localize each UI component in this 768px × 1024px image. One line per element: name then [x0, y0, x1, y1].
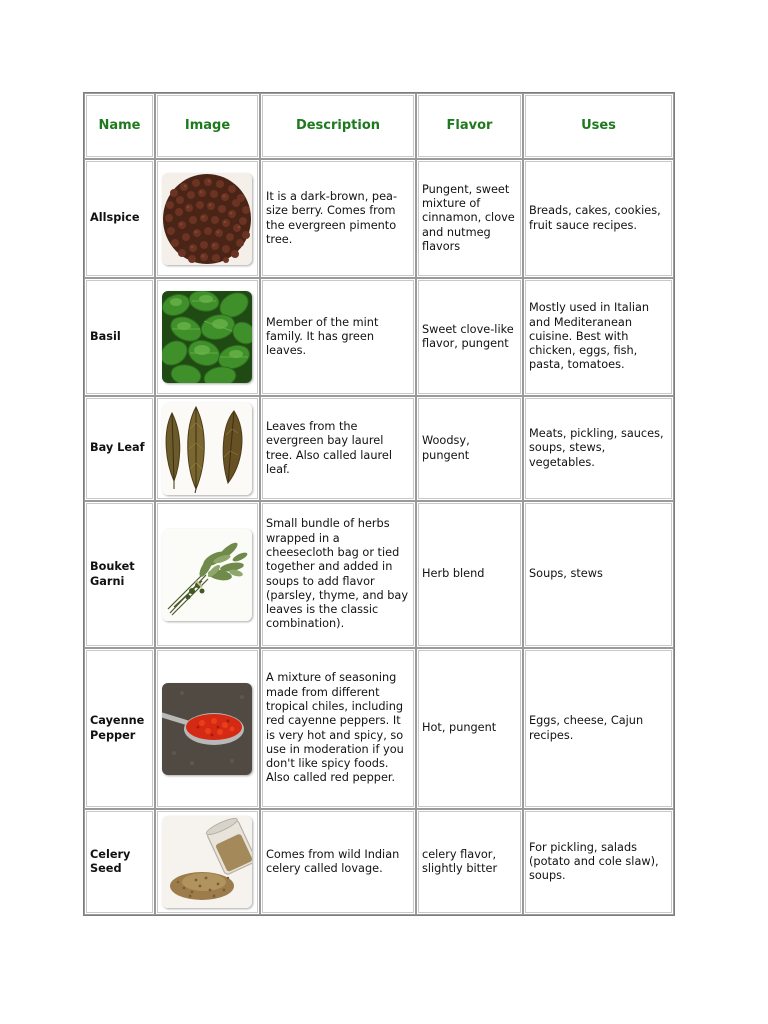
spice-description: Comes from wild Indian celery called lovage.: [260, 809, 416, 915]
herb-bundle-icon: [162, 529, 252, 621]
spice-flavor: Herb blend: [416, 501, 523, 648]
spice-name: Cayenne Pepper: [84, 648, 155, 809]
spice-uses: For pickling, salads (potato and cole slaw), soups.: [523, 809, 674, 915]
spice-uses: Meats, pickling, sauces, soups, stews, vegetables.: [523, 396, 674, 501]
spice-flavor: Hot, pungent: [416, 648, 523, 809]
table-row: [84, 809, 674, 915]
spice-flavor: celery flavor, slightly bitter: [416, 809, 523, 915]
spice-description: Leaves from the evergreen bay laurel tree. Also called laurel leaf.: [260, 396, 416, 501]
header-name: Name: [84, 93, 155, 159]
header-description: Description: [260, 93, 416, 159]
spice-uses: Breads, cakes, cookies, fruit sauce recipes.: [523, 159, 674, 278]
table-row: [84, 159, 674, 278]
header-row: [84, 93, 674, 159]
cayenne-spoon-icon: [162, 683, 252, 775]
spice-description: Member of the mint family. It has green leaves.: [260, 278, 416, 396]
celery-seed-jar-icon: [162, 816, 252, 908]
table-row: [84, 648, 674, 809]
spice-flavor: Sweet clove-like flavor, pungent: [416, 278, 523, 396]
table-row: [84, 278, 674, 396]
spice-uses: Mostly used in Italian and Mediteranean cuisine. Best with chicken, eggs, fish, pasta, tomatoes.: [523, 278, 674, 396]
spice-description: A mixture of seasoning made from different tropical chiles, including red cayenne peppers. It is very hot and spicy, so use in moderation if you don't like spicy foods. Also called red pepper.: [260, 648, 416, 809]
basil-leaves-icon: [162, 291, 252, 383]
spice-description: Small bundle of herbs wrapped in a cheesecloth bag or tied together and added in soups to add flavor (parsley, thyme, and bay leaves is the classic combination).: [260, 501, 416, 648]
header-uses: Uses: [523, 93, 674, 159]
spice-name: Bouket Garni: [84, 501, 155, 648]
spice-description: It is a dark-brown, pea-size berry. Comes from the evergreen pimento tree.: [260, 159, 416, 278]
header-image: Image: [155, 93, 260, 159]
bay-leaf-icon: [162, 403, 252, 495]
header-flavor: Flavor: [416, 93, 523, 159]
spice-name: Celery Seed: [84, 809, 155, 915]
spice-flavor: Woodsy, pungent: [416, 396, 523, 501]
table-row: [84, 501, 674, 648]
spice-name: Basil: [84, 278, 155, 396]
spice-name: Bay Leaf: [84, 396, 155, 501]
spice-uses: Soups, stews: [523, 501, 674, 648]
spice-uses: Eggs, cheese, Cajun recipes.: [523, 648, 674, 809]
spice-flavor: Pungent, sweet mixture of cinnamon, clove and nutmeg flavors: [416, 159, 523, 278]
allspice-berries-icon: [162, 173, 252, 265]
table-row: [84, 396, 674, 501]
spice-name: Allspice: [84, 159, 155, 278]
spice-table: [83, 92, 675, 916]
